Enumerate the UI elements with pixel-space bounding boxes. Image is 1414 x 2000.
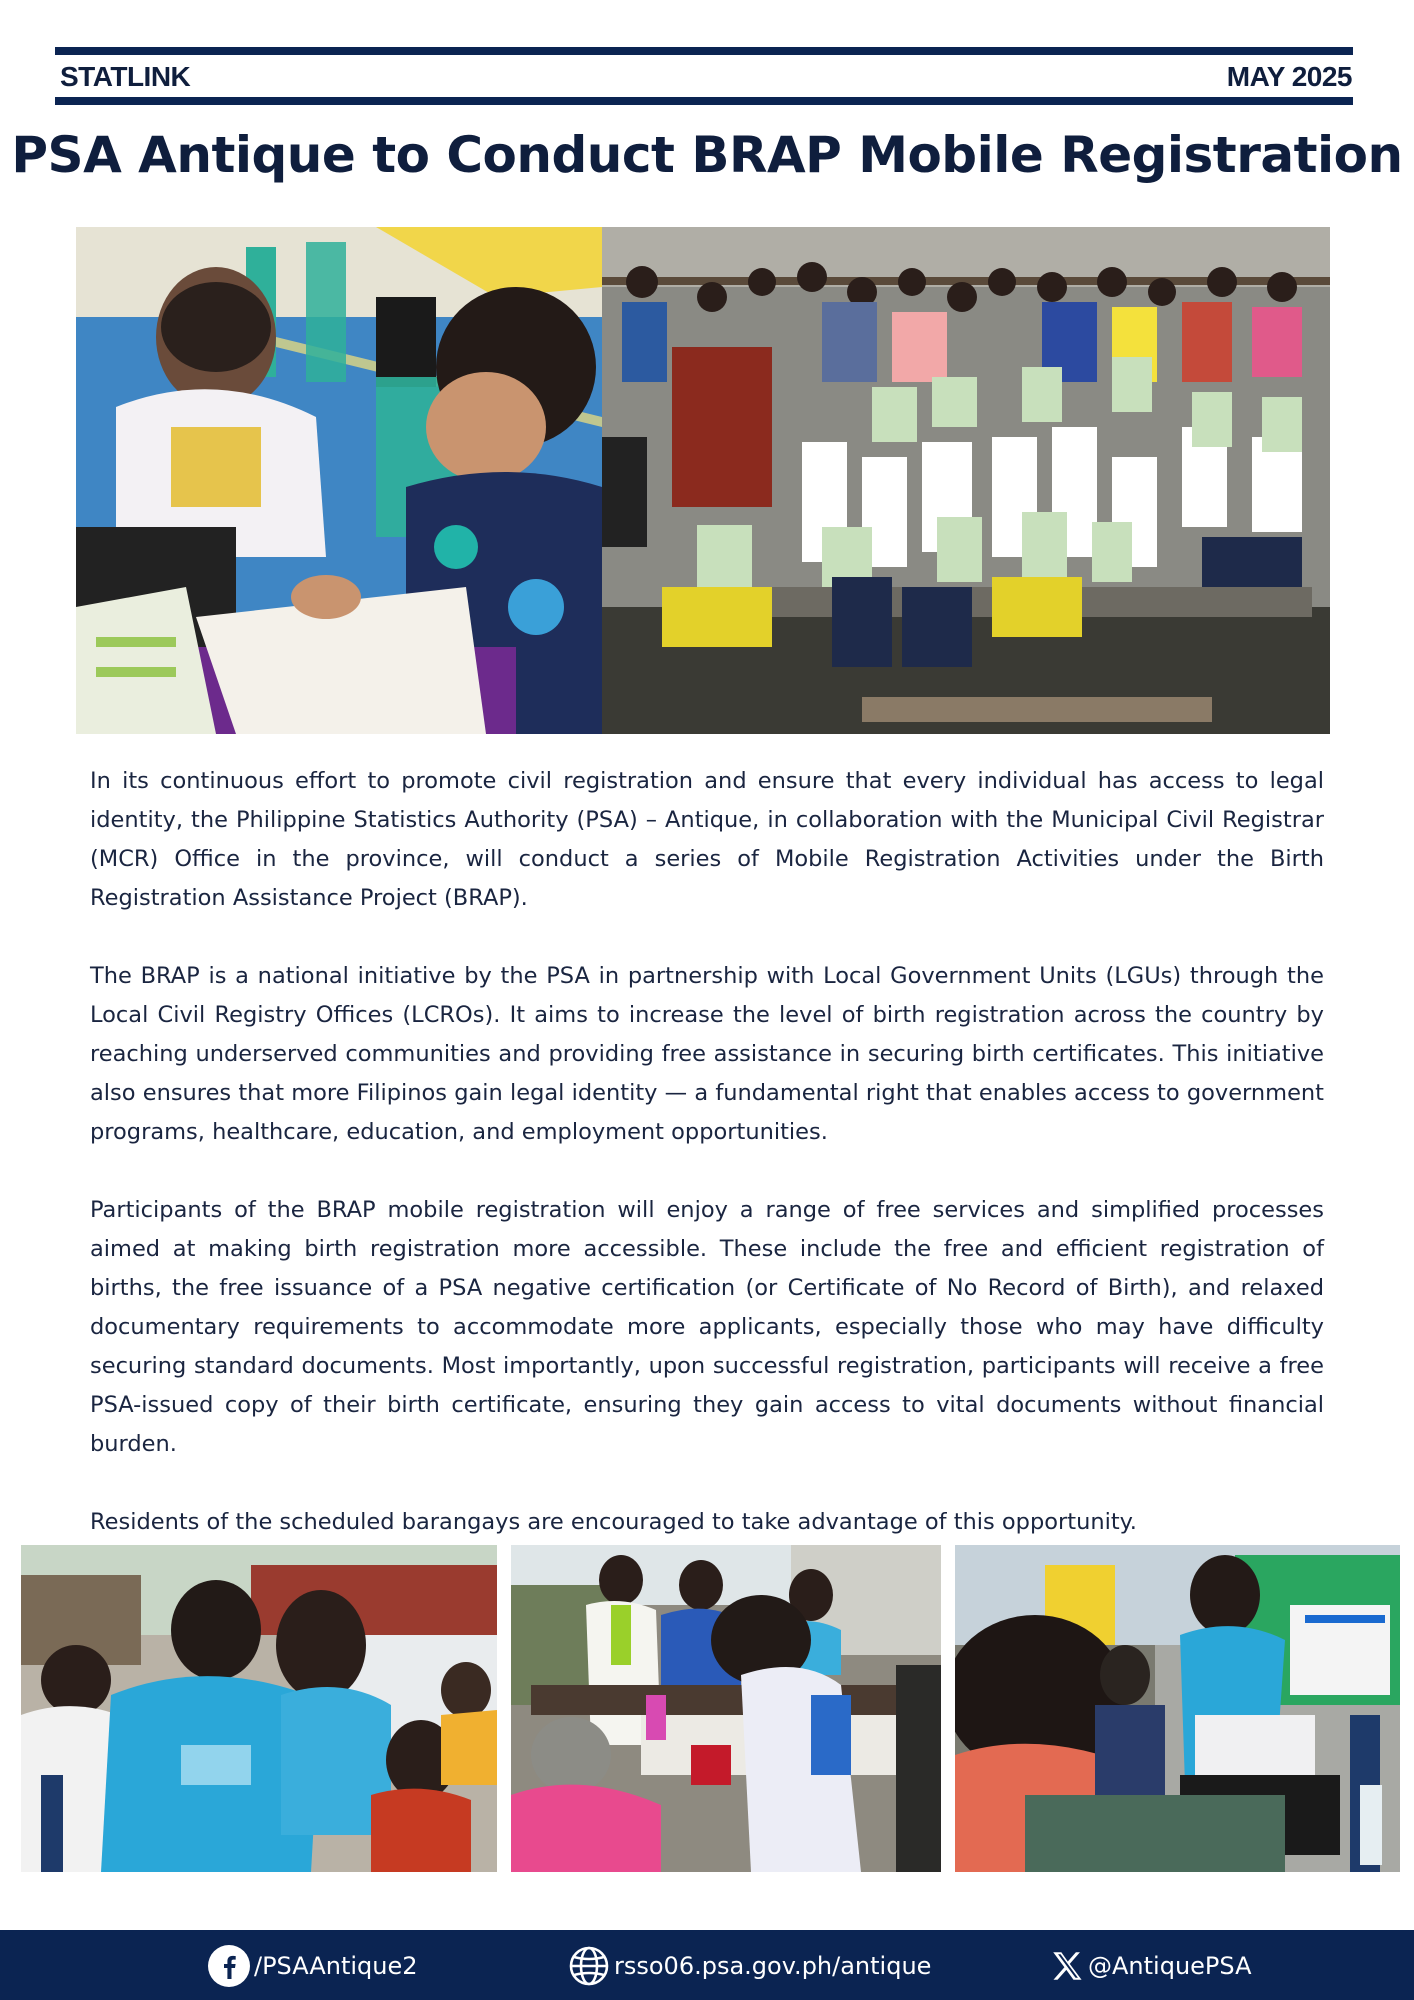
article-paragraph-1: In its continuous effort to promote civil registration and ensure that every individual has access to legal identity, the Philippine Statistics Authority (PSA) – Antique, in collaboration with the Municipal Civil Registrar (MCR) Office in the province, will conduct a series of Mobile Registration Activities under the Birth Registration Assistance Project (BRAP). — [90, 768, 1324, 911]
facebook-icon — [208, 1945, 250, 1987]
staff-printing-documents-photo — [955, 1545, 1400, 1872]
masthead-top-rule — [55, 47, 1353, 55]
globe-icon — [568, 1945, 610, 1987]
registration-table-photo — [511, 1545, 941, 1872]
facebook-link[interactable] — [208, 1944, 418, 1988]
x-link[interactable] — [1050, 1944, 1252, 1988]
x-logo-icon — [1050, 1949, 1084, 1983]
facebook-handle: /PSAAntique2 — [254, 1952, 418, 1980]
masthead-bottom-rule — [55, 97, 1353, 105]
masthead — [60, 58, 1352, 96]
footer-bar — [0, 1930, 1414, 2000]
article-headline: PSA Antique to Conduct BRAP Mobile Registration — [11, 126, 1403, 184]
article-paragraph-2: The BRAP is a national initiative by the PSA in partnership with Local Government Units (LGUs) through the Local Civil Registry Offices (LCROs). It aims to increase the level of birth registration across the country by reaching underserved communities and providing free assistance in securing birth certificates. This initiative also ensures that more Filipinos gain legal identity — a fundamental right that enables access to government programs, healthcare, education, and employment opportunities. — [90, 963, 1324, 1145]
group-holding-birth-certificates-photo — [602, 227, 1330, 734]
x-handle: @AntiquePSA — [1088, 1952, 1252, 1980]
psa-staff-with-residents-photo — [21, 1545, 497, 1872]
publication-name: STATLINK — [60, 61, 191, 92]
issue-date: MAY 2025 — [1226, 61, 1352, 92]
website-url: rsso06.psa.gov.ph/antique — [614, 1952, 932, 1980]
article-body — [90, 762, 1324, 1581]
registrant-filling-form-photo — [76, 227, 602, 734]
article-paragraph-4: Residents of the scheduled barangays are encouraged to take advantage of this opportunity. — [90, 1509, 1137, 1535]
website-link[interactable] — [568, 1944, 931, 1988]
article-paragraph-3: Participants of the BRAP mobile registration will enjoy a range of free services and simplified processes aimed at making birth registration more accessible. These include the free and efficient registration of births, the free issuance of a PSA negative certification (or Certificate of No Record of Birth), and relaxed documentary requirements to accommodate more applicants, especially those who may have difficulty securing standard documents. Most importantly, upon successful registration, participants will receive a free PSA-issued copy of their birth certificate, ensuring they gain access to vital documents without financial burden. — [90, 1197, 1324, 1457]
